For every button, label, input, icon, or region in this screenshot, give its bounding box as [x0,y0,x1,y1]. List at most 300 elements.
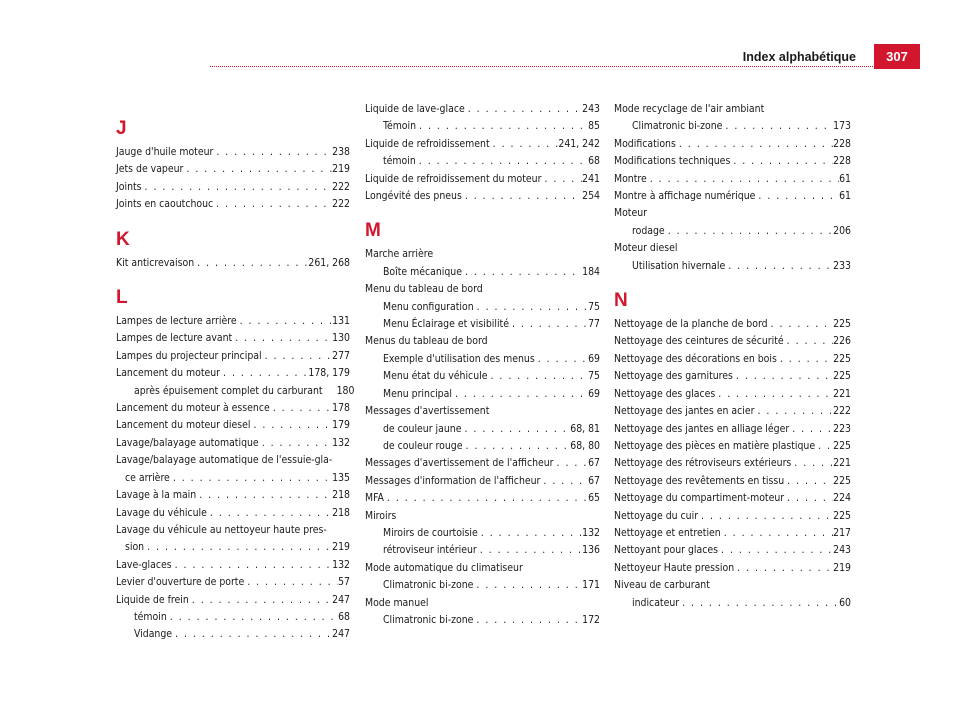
index-letter-heading: K [116,228,130,250]
dot-leader [220,365,308,382]
index-entry-text: Liquide de lave-glace [365,103,465,115]
dot-leader [461,421,570,438]
index-entry [365,473,600,490]
index-page-ref: 135 [332,471,350,484]
dot-leader [679,595,839,612]
index-page-ref: 225 [833,474,851,487]
dot-leader [768,316,834,333]
dot-leader [487,368,588,385]
index-entry-text: Lavage à la main [116,489,197,502]
index-entry-text: Lancement du moteur diesel [116,419,251,432]
dot-leader [232,330,332,347]
index-entry-text: Nettoyage des pièces en matière plastique [614,439,816,452]
index-entry [614,560,851,577]
dot-leader [535,351,588,368]
index-entry [116,539,350,556]
index-entry [116,255,350,272]
index-page-ref: 219 [833,561,851,574]
index-heading [365,333,600,350]
index-heading [365,246,600,263]
index-entry [365,188,600,205]
index-entry [614,473,851,490]
index-entry-text: Nettoyant pour glaces [614,544,719,557]
index-page-ref: 247 [332,628,350,641]
dot-leader [452,386,588,403]
index-page-ref: 57 [338,576,350,589]
index-entry-text: Jauge d'huile moteur [116,146,214,158]
index-entry [614,316,851,333]
index-page-ref: 68, 81 [570,422,600,435]
index-entry-text: Jets de vapeur [116,163,184,176]
index-entry-text: Nettoyage du cuir [614,509,699,522]
index-entry [614,136,851,153]
index-entry-text: Lavage du véhicule au nettoyeur haute pres- [116,523,327,536]
dot-leader [416,153,588,170]
index-page-ref: 243 [833,544,851,557]
index-entry-text: Mode automatique du climatiseur [365,561,523,574]
index-subentry [365,612,600,629]
index-page-ref: 172 [582,613,600,626]
index-page-ref: 132 [582,526,600,539]
index-page-ref: 75 [588,300,600,313]
index-page-ref: 68 [588,155,600,168]
index-entry-text: Miroirs [365,509,397,522]
index-entry-text: Lavage/balayage automatique de l'essuie-gla- [116,454,333,467]
index-entry-text: Exemple d'utilisation des menus [383,352,535,365]
index-heading [614,101,851,118]
index-entry-text: Moteur [614,207,647,220]
header-dotted-rule [210,66,873,67]
index-entry-text: Liquide de frein [116,593,189,606]
index-entry-text: Niveau de carburant [614,579,710,592]
index-entry [116,144,350,161]
index-page-ref: 61 [839,190,851,203]
dot-leader [734,560,833,577]
index-page-ref: 178 [332,402,350,415]
dot-leader [509,316,588,333]
index-entry [614,368,851,385]
index-entry [116,330,350,347]
index-subentry [365,577,600,594]
dot-leader [462,188,582,205]
index-entry [116,505,350,522]
index-page-ref: 75 [588,370,600,383]
index-entry-text: Messages d'avertissement [365,405,490,418]
index-entry-text: témoin [383,155,416,168]
index-letter-heading: J [116,118,127,139]
index-subentry [365,525,600,542]
index-subentry [365,118,600,135]
dot-leader [237,313,333,330]
index-subentry [365,421,600,438]
index-page-ref: 221 [833,457,851,470]
index-page-ref: 68 [338,610,350,623]
index-entry-text: Joints en caoutchouc [116,198,214,211]
index-page-ref: 132 [332,436,350,449]
dot-leader [196,487,332,504]
index-subentry [116,383,355,400]
index-page-ref: 261, 268 [308,256,350,269]
index-entry [614,351,851,368]
index-entry-text: Nettoyage des revêtements en tissu [614,474,785,487]
index-entry-text: Levier d'ouverture de porte [116,576,245,589]
index-entry-text: ce arrière [125,471,170,484]
index-heading [365,595,600,612]
index-entry-text: Miroirs de courtoisie [383,526,478,539]
index-entry-text: Nettoyage de la planche de bord [614,318,768,331]
index-entry-text: Nettoyage des ceintures de sécurité [614,335,784,348]
index-entry-text: Longévité des pneus [365,190,462,203]
index-page-ref: 60 [839,596,851,609]
index-heading [365,403,600,420]
dot-leader [262,348,333,365]
index-page-ref: 221 [833,387,851,400]
index-entry [614,421,851,438]
index-entry-text: Nettoyage des garnitures [614,370,733,383]
index-page-ref: 217 [833,526,851,539]
index-entry-text: Lave-glaces [116,558,172,571]
index-entry [116,557,350,574]
index-entry-text: Menu du tableau de bord [365,283,483,296]
index-column-2 [365,101,600,629]
index-page-ref: 222 [332,198,350,211]
index-subentry [365,316,600,333]
index-subentry [365,351,600,368]
index-entry-text: indicateur [632,596,680,609]
index-page-ref: 69 [588,352,600,365]
index-entry-text: Mode manuel [365,596,429,609]
dot-leader [474,299,588,316]
dot-leader [142,179,333,196]
index-entry [116,179,350,196]
dot-leader [789,421,833,438]
index-entry [614,490,851,507]
index-entry-text: Nettoyage des décorations en bois [614,352,777,365]
index-page-ref: 225 [833,318,851,331]
page-number-badge: 307 [874,44,920,69]
index-entry-text: Nettoyage des glaces [614,387,716,400]
index-page-ref: 85 [588,120,600,133]
index-entry-text: Nettoyage des jantes en acier [614,405,755,418]
dot-leader [478,525,582,542]
dot-leader [259,435,332,452]
index-entry-text: Climatronic bi-zone [383,579,474,592]
index-entry [614,188,851,205]
index-subentry [365,368,600,385]
index-page-ref: 222 [833,405,851,418]
index-entry [614,542,851,559]
index-entry-text: Vidange [134,628,173,641]
index-page-ref: 225 [833,352,851,365]
index-entry-text: Mode recyclage de l'air ambiant [614,103,765,115]
index-entry-text: Nettoyeur Haute pression [614,561,735,574]
dot-leader [207,505,332,522]
index-page-ref: 238 [332,146,350,158]
index-entry-text: Nettoyage des rétroviseurs extérieurs [614,457,792,470]
index-page-ref: 61 [839,172,851,185]
index-entry-text: Menus du tableau de bord [365,335,488,348]
index-entry-text: Boîte mécanique [383,265,462,278]
dot-leader [473,577,582,594]
index-entry-text: Lampes de lecture arrière [116,315,237,328]
index-entry [614,333,851,350]
index-entry-text: Lavage/balayage automatique [116,436,259,449]
index-letter-heading: L [116,287,128,309]
index-entry-text: Lancement du moteur à essence [116,402,270,415]
index-heading [365,508,600,525]
index-entry [365,490,600,507]
index-entry [614,438,851,455]
dot-leader [244,574,338,591]
dot-leader [754,403,833,420]
index-subentry [365,542,600,559]
index-page-ref: 77 [588,318,600,331]
dot-leader [384,490,588,507]
dot-leader [718,542,833,559]
dot-leader [172,557,333,574]
dot-leader [251,417,333,434]
index-page-ref: 180 [336,384,355,397]
index-entry-text: Messages d'avertissement de l'afficheur [365,457,554,470]
index-page-ref: 173 [833,120,851,133]
index-entry-text: sion [125,541,145,554]
index-subentry [614,223,851,240]
dot-leader [722,118,833,135]
dot-leader [270,400,332,417]
index-entry [116,365,350,382]
index-page-ref: 225 [833,370,851,383]
dot-leader [170,470,332,487]
index-subentry [365,153,600,170]
index-entry-text: de couleur jaune [383,422,462,435]
dot-leader [665,223,833,240]
dot-leader [541,171,582,188]
index-entry [116,487,350,504]
index-page-ref: 223 [833,422,851,435]
dot-leader [715,386,833,403]
index-entry-text: Lampes du projecteur principal [116,349,262,362]
index-entry [614,508,851,525]
index-entry [116,400,350,417]
dot-leader [725,258,833,275]
index-subentry [614,118,851,135]
index-entry-text: Montre [614,172,647,185]
index-entry-text: Menu principal [383,387,452,400]
index-page-ref: 184 [582,265,600,278]
index-page-ref: 241, 242 [558,137,600,150]
dot-leader [194,255,308,272]
index-entry [614,455,851,472]
dot-leader [784,333,834,350]
index-entry [116,196,350,213]
index-page-ref: 131 [332,315,350,328]
index-page-ref: 243 [582,103,600,115]
index-page-ref: 224 [833,492,851,505]
dot-leader [183,161,332,178]
dot-leader [465,101,582,118]
index-subentry [116,609,350,626]
index-entry-text: Menu état du véhicule [383,370,488,383]
index-heading [365,281,600,298]
index-page-ref: 69 [588,387,600,400]
dot-leader [815,438,833,455]
index-page-ref: 178, 179 [308,367,350,380]
index-page-ref: 254 [582,190,600,203]
index-entry-text: Menu Éclairage et visibilité [383,318,509,331]
index-subentry [365,299,600,316]
index-entry [614,153,851,170]
index-entry-text: Marche arrière [365,248,434,261]
index-entry [116,592,350,609]
index-entry-text: Montre à affichage numérique [614,190,756,203]
index-entry-text: Lavage du véhicule [116,506,207,519]
index-page-ref: 226 [833,335,851,348]
dot-leader [477,542,582,559]
index-heading [116,452,350,469]
dot-leader [554,455,589,472]
dot-leader [784,490,833,507]
index-page-ref: 179 [332,419,350,432]
index-page-ref: 68, 80 [570,439,600,452]
index-entry-text: Modifications [614,137,676,150]
index-subentry [365,386,600,403]
index-entry [116,470,350,487]
dot-leader [676,136,833,153]
index-entry-text: Joints [116,180,142,193]
index-heading [365,560,600,577]
index-subentry [365,438,600,455]
dot-leader [462,264,582,281]
index-entry-text: Nettoyage des jantes en alliage léger [614,422,790,435]
index-letter-heading: M [365,220,381,242]
page-header-title: Index alphabétique [742,50,856,64]
index-entry [614,403,851,420]
dot-leader [698,508,833,525]
index-subentry [614,258,851,275]
index-entry [116,348,350,365]
index-entry [116,574,350,591]
index-page-ref: 218 [332,506,350,519]
dot-leader [755,188,839,205]
index-page-ref: 228 [833,137,851,150]
index-page-ref: 206 [833,224,851,237]
index-entry-text: Liquide de refroidissement du moteur [365,172,542,185]
index-entry-text: Lancement du moteur [116,367,221,380]
index-subentry [116,626,350,643]
index-subentry [365,264,600,281]
index-entry-text: Nettoyage et entretien [614,526,721,539]
index-page-ref: 222 [332,180,350,193]
dot-leader [213,144,332,161]
dot-leader [473,612,582,629]
index-entry-text: Liquide de refroidissement [365,137,490,150]
index-heading [614,240,851,257]
index-entry [365,136,600,153]
index-page-ref: 65 [588,492,600,505]
index-page-ref: 233 [833,259,851,272]
index-entry-text: rodage [632,224,665,237]
index-entry [614,386,851,403]
dot-leader [784,473,833,490]
dot-leader [189,592,332,609]
index-column-3 [614,101,851,612]
index-entry [116,313,350,330]
index-entry [116,417,350,434]
index-entry-text: rétroviseur intérieur [383,544,477,557]
index-heading [614,577,851,594]
dot-leader [172,626,332,643]
index-entry [614,171,851,188]
index-entry-text: Nettoyage du compartiment-moteur [614,492,785,505]
index-entry-text: après épuisement complet du carburant [134,384,323,397]
index-entry [365,171,600,188]
index-entry [116,161,350,178]
index-heading [116,522,350,539]
dot-leader [490,136,559,153]
index-entry-text: Messages d'information de l'afficheur [365,474,541,487]
dot-leader [416,118,588,135]
index-heading [614,205,851,222]
dot-leader [733,368,833,385]
dot-leader [791,455,833,472]
index-page-ref: 130 [332,332,350,345]
index-page-ref: 241 [582,172,600,185]
index-page-ref: 67 [588,474,600,487]
index-page-ref: 219 [332,163,350,176]
index-entry-text: Moteur diesel [614,242,678,255]
index-page-ref: 218 [332,489,350,502]
dot-leader [462,438,570,455]
index-page-ref: 228 [833,155,851,168]
index-page-ref: 277 [332,349,350,362]
dot-leader [721,525,833,542]
index-entry-text: Modifications techniques [614,155,731,168]
index-entry-text: Kit anticrevaison [116,256,195,269]
dot-leader [540,473,588,490]
index-page-ref: 225 [833,439,851,452]
index-entry [116,435,350,452]
index-page-ref: 67 [588,457,600,470]
index-entry [365,101,600,118]
index-entry [365,455,600,472]
index-entry-text: témoin [134,610,167,623]
index-entry-text: Utilisation hivernale [632,259,726,272]
dot-leader [777,351,833,368]
index-entry-text: de couleur rouge [383,439,463,452]
index-page-ref: 225 [833,509,851,522]
index-entry-text: Menu configuration [383,300,474,313]
index-column-1 [116,117,355,644]
index-subentry [614,595,851,612]
index-entry [614,525,851,542]
index-page-ref: 247 [332,593,350,606]
dot-leader [213,196,332,213]
index-page-ref: 132 [332,558,350,571]
index-entry-text: Lampes de lecture avant [116,332,233,345]
index-page-ref: 136 [582,544,600,557]
dot-leader [167,609,338,626]
index-entry-text: MFA [365,492,384,505]
index-letter-heading: N [614,290,628,312]
index-entry-text: Témoin [383,120,417,133]
index-page-ref: 171 [582,579,600,592]
dot-leader [647,171,839,188]
dot-leader [730,153,833,170]
dot-leader [144,539,332,556]
index-entry-text: Climatronic bi-zone [383,613,474,626]
index-entry-text: Climatronic bi-zone [632,120,723,133]
index-page-ref: 219 [332,541,350,554]
